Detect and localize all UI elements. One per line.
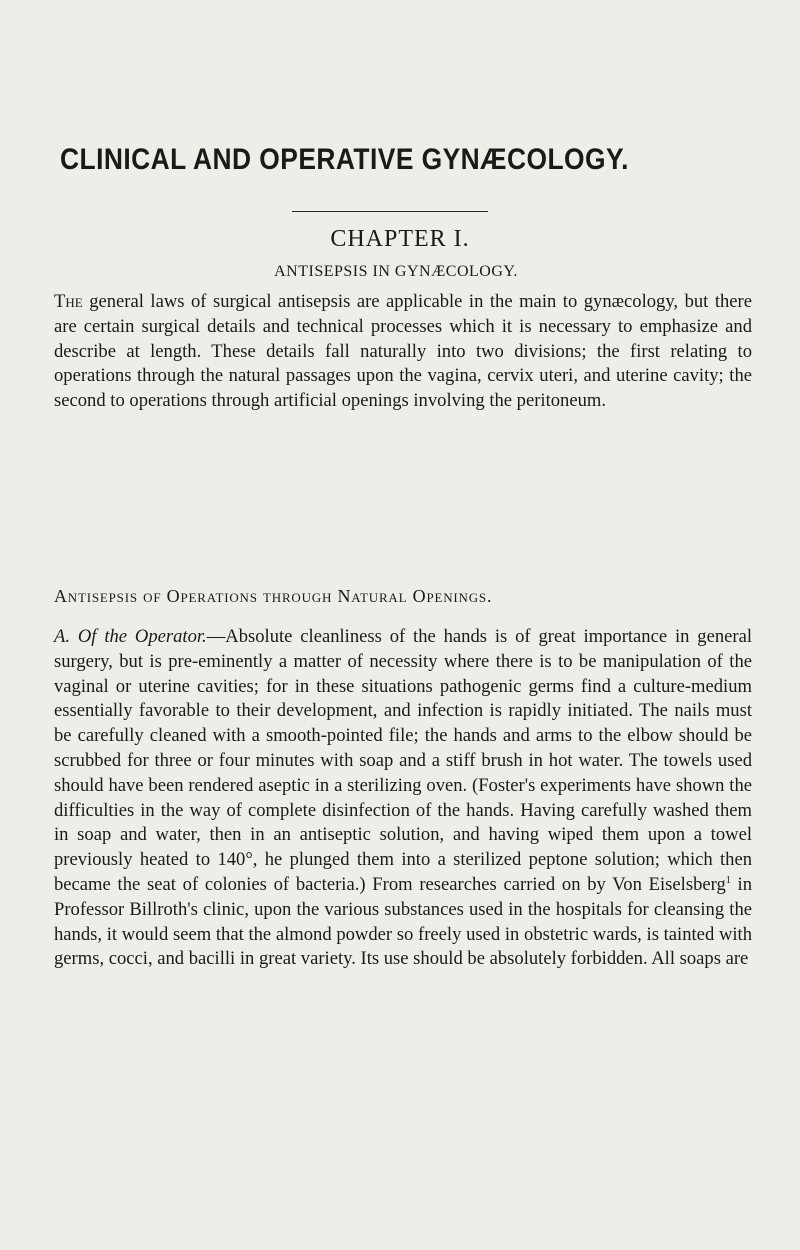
operator-paragraph-text-after: in Professor Billroth's clinic, upon the various substances used in the hospitals for cleansing the hands, it would seem that the almond powder so freely used in obstetric wards, is tainted with germs, cocci, and bacilli in great variety. Its use should be absolutely forbidden. All soaps are xyxy=(54,873,752,970)
intro-paragraph xyxy=(54,290,752,414)
subsection-heading: Antisepsis of Operations through Natural Openings. xyxy=(54,586,493,606)
chapter-heading: CHAPTER I. xyxy=(330,226,470,252)
section-label: Of the Operator. xyxy=(77,626,207,647)
title-divider xyxy=(292,211,488,212)
book-title: CLINICAL AND OPERATIVE GYNÆCOLOGY. xyxy=(60,143,629,176)
lead-word: The xyxy=(54,291,83,312)
chapter-title: ANTISEPSIS IN GYNÆCOLOGY. xyxy=(274,263,518,280)
intro-paragraph-text: general laws of surgical antisepsis are applicable in the main to gynæcology, but there are certain surgical details and technical processes which it is necessary to emphasize and describe at length. These details fall naturally into two divisions; the first relating to operations through the natural passages upon the vagina, cervix uteri, and uterine cavity; the second to operations through artificial openings involving the peritoneum. xyxy=(54,291,753,412)
footnote-reference: 1 xyxy=(725,874,731,886)
section-letter: A. xyxy=(54,626,71,647)
operator-paragraph xyxy=(54,625,752,972)
operator-paragraph-text-before: —Absolute cleanliness of the hands is of great importance in general surgery, but is pre-eminently a matter of necessity where there is to be manipulation of the vaginal or uterine cavities; for in these situations pathogenic germs find a culture-medium essentially favorable to their development, and infection is rapidly initiated. The nails must be carefully cleaned with a smooth-pointed file; the hands and arms to the elbow should be scrubbed for three or four minutes with soap and a stiff brush in hot water. The towels used should have been rendered aseptic in a sterilizing oven. (Foster's experiments have shown the difficulties in the way of complete disinfection of the hands. Having carefully washed them in soap and water, then in an antiseptic solution, and having wiped them upon a towel previously heated to 140°, he plunged them into a sterilized peptone solution; which then became the seat of colonies of bacteria.) From researches carried on by Von Eiselsberg xyxy=(54,626,752,895)
